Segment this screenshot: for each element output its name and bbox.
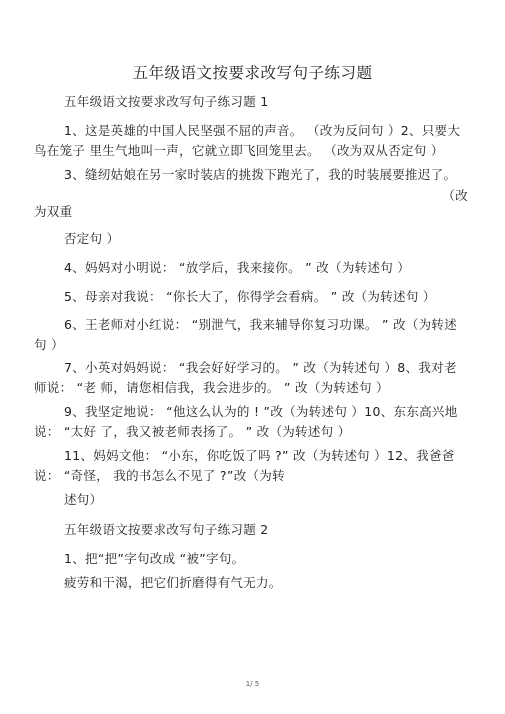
section-heading-2: 五年级语文按要求改写句子练习题 2 xyxy=(64,522,269,537)
exercise-12-end: 述句） xyxy=(64,492,103,507)
exercise-9-10: 9、我坚定地说： “他这么认为的 ! ”改（为转述句 ）10、东东高兴地说： “太好 了，我又被老师表扬了。 ” 改（为转述句 ） xyxy=(34,404,458,439)
page-number: 1/ 5 xyxy=(245,680,260,688)
exercise-11-12: 11、妈妈文他： “小东，你吃饭了吗 ?” 改（为转述句 ）12、我爸爸说： “奇怪， 我的书怎么不见了 ?”改（为转 xyxy=(34,448,455,483)
section-heading-1: 五年级语文按要求改写句子练习题 1 xyxy=(64,94,269,109)
exercise-5: 5、母亲对我说： “你长大了，你得学会看病。 ” 改（为转述句 ） xyxy=(64,289,436,304)
exercise-4: 4、妈妈对小明说： “放学后，我来接你。 ” 改（为转述句 ） xyxy=(64,260,411,275)
exercise-3-continued-right: （改 xyxy=(442,188,468,203)
exercise-3-end: 否定句 ） xyxy=(64,231,120,246)
exercise-2-1-sentence: 疲劳和干渴，把它们折磨得有气无力。 xyxy=(64,575,282,590)
document-title: 五年级语文按要求改写句子练习题 xyxy=(132,64,373,82)
exercise-3: 3、缝纫姑娘在另一家时装店的挑拨下跑光了，我的时装展要推迟了。 xyxy=(64,167,457,182)
exercise-6: 6、王老师对小红说： “别泄气，我来辅导你复习功课。 ” 改（为转述句 ） xyxy=(34,317,458,352)
exercise-2-1: 1、把“把”字句改成 “被”字句。 xyxy=(64,551,245,566)
exercise-1-2: 1、这是英雄的中国人民坚强不屈的声音。 （改为反问句 ）2、只要大鸟在笼子 里生气地叫一声，它就立即飞回笼里去。 （改为双从否定句 ） xyxy=(34,123,461,158)
exercise-3-continued-left: 为双重 xyxy=(34,204,73,219)
exercise-7-8: 7、小英对妈妈说： “我会好好学习的。 ” 改（为转述句 ）8、我对老师说： “老 师，请您相信我，我会进步的。 ” 改（为转述句 ） xyxy=(34,360,457,395)
